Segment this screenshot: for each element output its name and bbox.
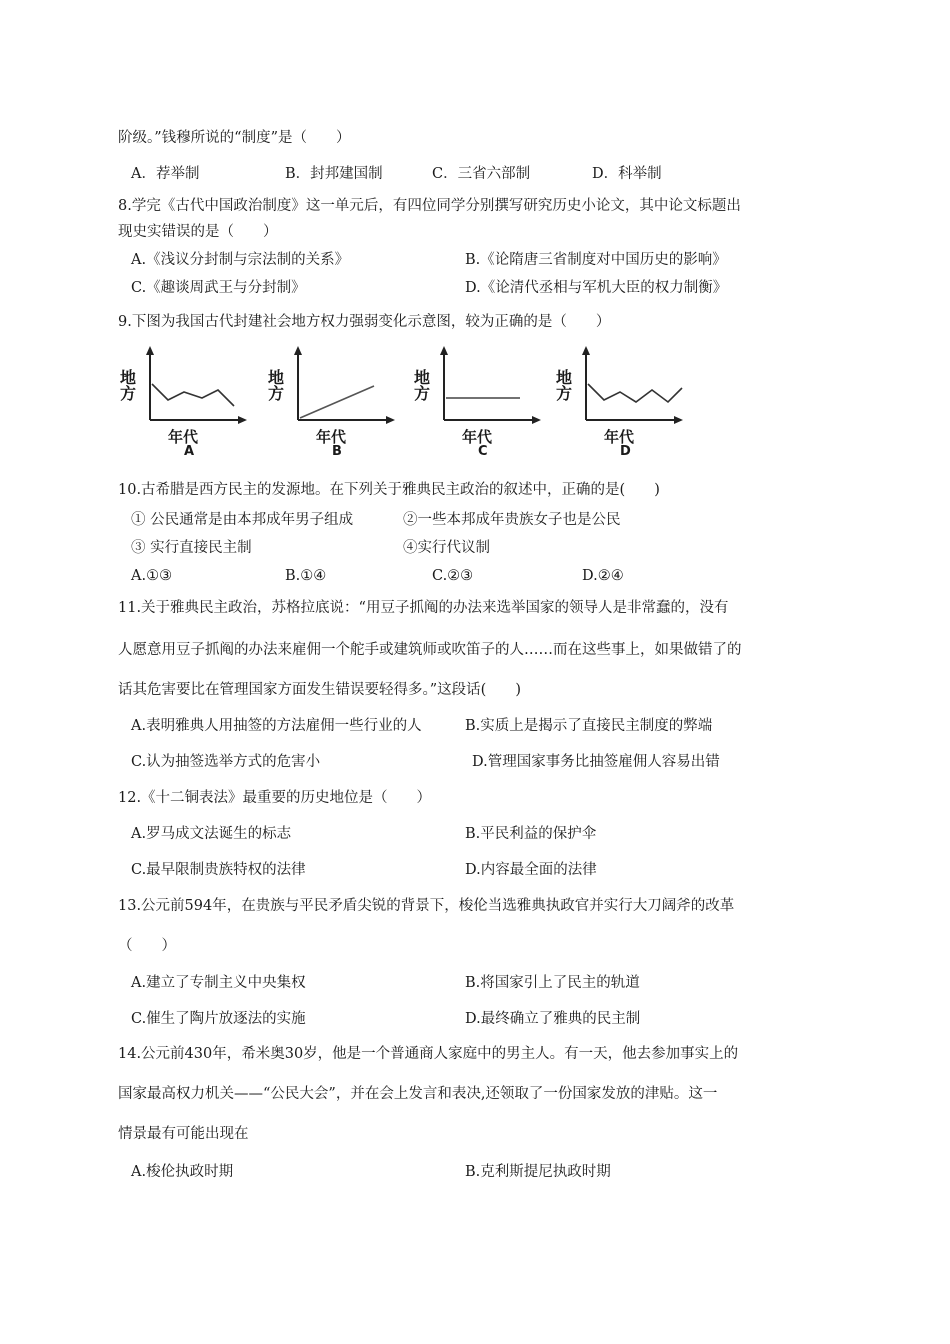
q7-option-a: A．荐举制 xyxy=(131,166,200,182)
q14-option-a: A.梭伦执政时期 xyxy=(131,1164,234,1180)
q13-option-d: D.最终确立了雅典的民主制 xyxy=(465,1011,641,1027)
q10-option-b: B.①④ xyxy=(285,568,327,584)
q13-stem-line1: 13.公元前594年，在贵族与平民矛盾尖锐的背景下，梭伦当选雅典执政官并实行大刀阔斧的改革 xyxy=(118,898,735,914)
q9-stem: 9.下图为我国古代封建社会地方权力强弱变化示意图，较为正确的是（ ） xyxy=(118,314,611,330)
q8-option-d: D.《论清代丞相与军机大臣的权力制衡》 xyxy=(465,280,728,296)
q7-option-d: D．科举制 xyxy=(592,166,662,182)
q9-figure-c xyxy=(412,340,542,462)
q9-figure-a-ylabel: 地方 xyxy=(120,368,137,403)
q10-option-d: D.②④ xyxy=(582,568,624,584)
q10-option-c: C.②③ xyxy=(432,568,474,584)
q14-stem-line3: 情景最有可能出现在 xyxy=(118,1126,249,1142)
q9-figure-d-ylabel: 地方 xyxy=(556,368,573,403)
q8-option-b: B.《论隋唐三省制度对中国历史的影响》 xyxy=(465,252,727,268)
q9-figure-b xyxy=(266,340,396,462)
q8-stem-line2: 现史实错误的是（ ） xyxy=(118,224,278,240)
q11-stem-line1: 11.关于雅典民主政治，苏格拉底说：“用豆子抓阄的办法来选举国家的领导人是非常蠢的，没有 xyxy=(118,600,729,616)
q13-option-a: A.建立了专制主义中央集权 xyxy=(131,975,306,991)
q10-option-a: A.①③ xyxy=(131,568,173,584)
q14-stem-line2: 国家最高权力机关——“公民大会”，并在会上发言和表决,还领取了一份国家发放的津贴。这一 xyxy=(118,1086,718,1102)
q11-option-a: A.表明雅典人用抽签的方法雇佣一些行业的人 xyxy=(131,718,422,734)
q9-figure-a-xlabel: 年代 xyxy=(168,428,199,446)
q8-option-a: A.《浅议分封制与宗法制的关系》 xyxy=(131,252,350,268)
q9-figures xyxy=(118,340,718,462)
q9-figure-b-xlabel: 年代 xyxy=(316,428,347,446)
q7-option-b: B．封邦建国制 xyxy=(285,166,383,182)
q12-option-c: C.最早限制贵族特权的法律 xyxy=(131,862,306,878)
q13-option-b: B.将国家引上了民主的轨道 xyxy=(465,975,640,991)
q10-stem: 10.古希腊是西方民主的发源地。在下列关于雅典民主政治的叙述中，正确的是( ) xyxy=(118,482,660,498)
q10-item-1: ① 公民通常是由本邦成年男子组成 xyxy=(131,512,354,528)
q9-figure-c-xlabel: 年代 xyxy=(462,428,493,446)
q11-stem-line3: 话其危害要比在管理国家方面发生错误要轻得多。”这段话( ) xyxy=(118,682,521,698)
q9-figure-b-ylabel: 地方 xyxy=(268,368,285,403)
q11-option-d: D.管理国家事务比抽签雇佣人容易出错 xyxy=(472,754,720,770)
q13-option-c: C.催生了陶片放逐法的实施 xyxy=(131,1011,306,1027)
q13-stem-line2: （ ） xyxy=(118,938,176,954)
q9-figure-d-xlabel: 年代 xyxy=(604,428,635,446)
q7-stem-tail: 阶级。”钱穆所说的“制度”是（ ） xyxy=(118,130,351,146)
q12-stem: 12.《十二铜表法》最重要的历史地位是（ ） xyxy=(118,790,432,806)
q9-figure-b-letter: B xyxy=(332,444,342,459)
q11-option-c: C.认为抽签选举方式的危害小 xyxy=(131,754,321,770)
q10-item-4: ④实行代议制 xyxy=(403,540,490,556)
q7-option-c: C．三省六部制 xyxy=(432,166,531,182)
q8-stem-line1: 8.学完《古代中国政治制度》这一单元后，有四位同学分别撰写研究历史小论文，其中论文标题出 xyxy=(118,198,741,214)
q12-option-a: A.罗马成文法诞生的标志 xyxy=(131,826,292,842)
q14-option-b: B.克利斯提尼执政时期 xyxy=(465,1164,611,1180)
q9-figure-a-letter: A xyxy=(184,444,195,459)
q9-figure-d xyxy=(554,340,684,462)
q14-stem-line1: 14.公元前430年，希米奥30岁，他是一个普通商人家庭中的男主人。有一天，他去参加事实上的 xyxy=(118,1046,739,1062)
q11-option-b: B.实质上是揭示了直接民主制度的弊端 xyxy=(465,718,713,734)
q10-item-3: ③ 实行直接民主制 xyxy=(131,540,252,556)
q9-figure-d-letter: D xyxy=(620,444,631,459)
q12-option-b: B.平民利益的保护伞 xyxy=(465,826,597,842)
q8-option-c: C.《趣谈周武王与分封制》 xyxy=(131,280,306,296)
q12-option-d: D.内容最全面的法律 xyxy=(465,862,597,878)
q9-figure-a xyxy=(118,340,248,462)
q9-figure-c-letter: C xyxy=(478,444,488,459)
q10-item-2: ②一些本邦成年贵族女子也是公民 xyxy=(403,512,621,528)
q9-figure-c-ylabel: 地方 xyxy=(414,368,431,403)
q11-stem-line2: 人愿意用豆子抓阄的办法来雇佣一个舵手或建筑师或吹笛子的人……而在这些事上，如果做错了的 xyxy=(118,642,742,658)
